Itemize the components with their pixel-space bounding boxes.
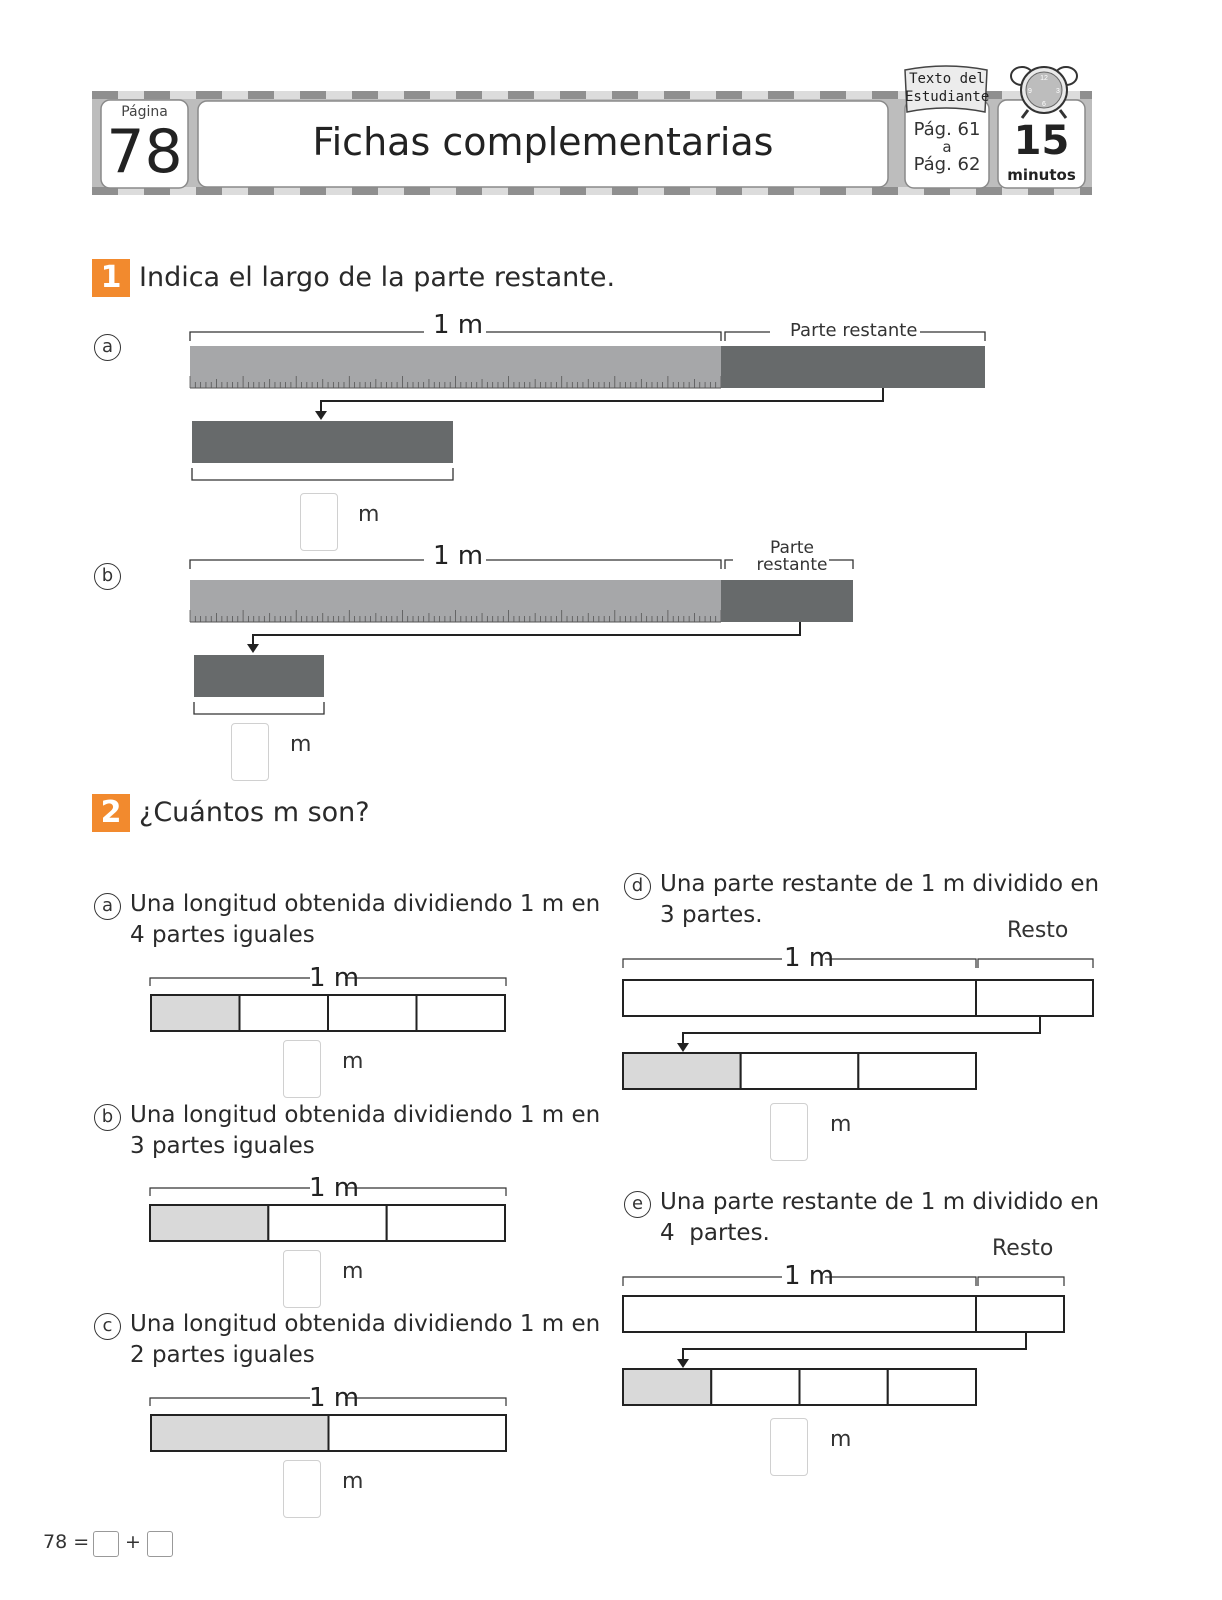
item-2d-line2: 3 partes. [660,902,763,928]
section1-title: Indica el largo de la parte restante. [139,262,616,293]
bar-part [858,1053,976,1089]
item-2a-answer-box[interactable] [283,1040,321,1098]
bar-part [328,995,417,1031]
item-1b-unit: m [290,732,312,757]
item-2a-text [130,889,600,951]
section2-title: ¿Cuántos m son? [139,797,370,828]
item-2e-letter: e [624,1191,651,1218]
item-2c-letter: c [94,1313,121,1340]
item-2e-resto-label: Resto [992,1236,1054,1261]
pag-a: a [942,138,952,156]
minutes-value: 15 [1013,118,1070,164]
texto-line1: Texto del [909,71,985,87]
item-2e-answer-box[interactable] [770,1418,808,1476]
section1-number: 1 [92,259,130,297]
item-2d-resto-label: Resto [1007,918,1069,943]
pagina-label: Página [121,104,168,120]
item-2b-text [130,1100,600,1162]
item-1b-answer-box[interactable] [231,723,269,781]
item-2d-line1: Una parte restante de 1 m dividido en [660,871,1100,897]
clock-num-9: 9 [1028,88,1032,95]
item-2e-line1: Una parte restante de 1 m dividido en [660,1189,1100,1215]
item-2b-letter: b [94,1104,121,1131]
item-2a-line2: 4 partes iguales [130,922,315,948]
footer-equation: 78 = [43,1531,90,1553]
item-1a-letter: a [94,334,121,361]
item-1b-rest-line2: restante [756,555,828,575]
pag-to: Pág. 62 [913,154,981,175]
item-2b-line1: Una longitud obtenida dividiendo 1 m en [130,1102,601,1128]
item-1a-answer-box[interactable] [300,493,338,551]
item-2a-line1: Una longitud obtenida dividiendo 1 m en [130,891,601,917]
item-1b-rest-line1: Parte [769,538,815,558]
minutes-label: minutos [1007,166,1076,184]
footer-plus: + [125,1531,141,1553]
shaded-part [151,1415,329,1451]
item-2c-text [130,1309,600,1371]
page-number: 78 [106,117,183,187]
item-2d-answer-box[interactable] [770,1103,808,1161]
bar-part [888,1369,976,1405]
item-2e-line2: 4 partes. [660,1220,770,1246]
item-2d-bar [620,950,1100,1090]
item-2c-unit: m [342,1469,364,1494]
alarm-clock-icon [1004,60,1084,120]
bar-part [800,1369,888,1405]
bar-part [741,1053,859,1089]
footer-box-2[interactable] [147,1531,173,1557]
item-1b-meter-label: 1 m [433,541,484,571]
item-2b-meter-label: 1 m [309,1173,360,1203]
item-2b-unit: m [342,1259,364,1284]
item-2b-line2: 3 partes iguales [130,1133,315,1159]
item-2d-meter-label: 1 m [784,943,835,973]
texto-line2: Estudiante [905,89,990,105]
item-2e-meter-label: 1 m [784,1261,835,1291]
item-1a-tape-diagram [185,315,1005,495]
clock-num-3: 3 [1056,88,1060,95]
item-2a-meter-label: 1 m [309,963,360,993]
item-1b-rest-label [726,540,858,574]
item-2c-line1: Una longitud obtenida dividiendo 1 m en [130,1311,601,1337]
pag-from: Pág. 61 [913,119,981,140]
item-1b-letter: b [94,563,121,590]
shaded-part [623,1053,741,1089]
texto-del-estudiante [905,70,989,106]
bar-part [387,1205,505,1241]
shaded-part [150,1205,268,1241]
item-1a-meter-label: 1 m [433,310,484,340]
item-2d-unit: m [830,1112,852,1137]
bar-part [417,995,506,1031]
clock-num-6: 6 [1042,101,1046,108]
item-2d-letter: d [624,873,651,900]
bar-part [268,1205,386,1241]
item-1a-rest-label: Parte restante [790,320,918,341]
shaded-part [623,1369,711,1405]
shaded-part [151,995,240,1031]
item-2a-unit: m [342,1049,364,1074]
item-2c-line2: 2 partes iguales [130,1342,315,1368]
footer-box-1[interactable] [93,1531,119,1557]
bar-part [329,1415,507,1451]
item-2c-answer-box[interactable] [283,1460,321,1518]
item-2e-unit: m [830,1427,852,1452]
item-1a-unit: m [358,502,380,527]
section2-number: 2 [92,794,130,832]
page-range [905,120,989,175]
item-2c-meter-label: 1 m [309,1383,360,1413]
item-2e-bar [620,1268,1100,1408]
page-title: Fichas complementarias [312,120,774,164]
bar-part [711,1369,799,1405]
bar-part [240,995,329,1031]
item-2b-answer-box[interactable] [283,1250,321,1308]
item-2a-letter: a [94,893,121,920]
clock-num-12: 12 [1040,75,1048,82]
